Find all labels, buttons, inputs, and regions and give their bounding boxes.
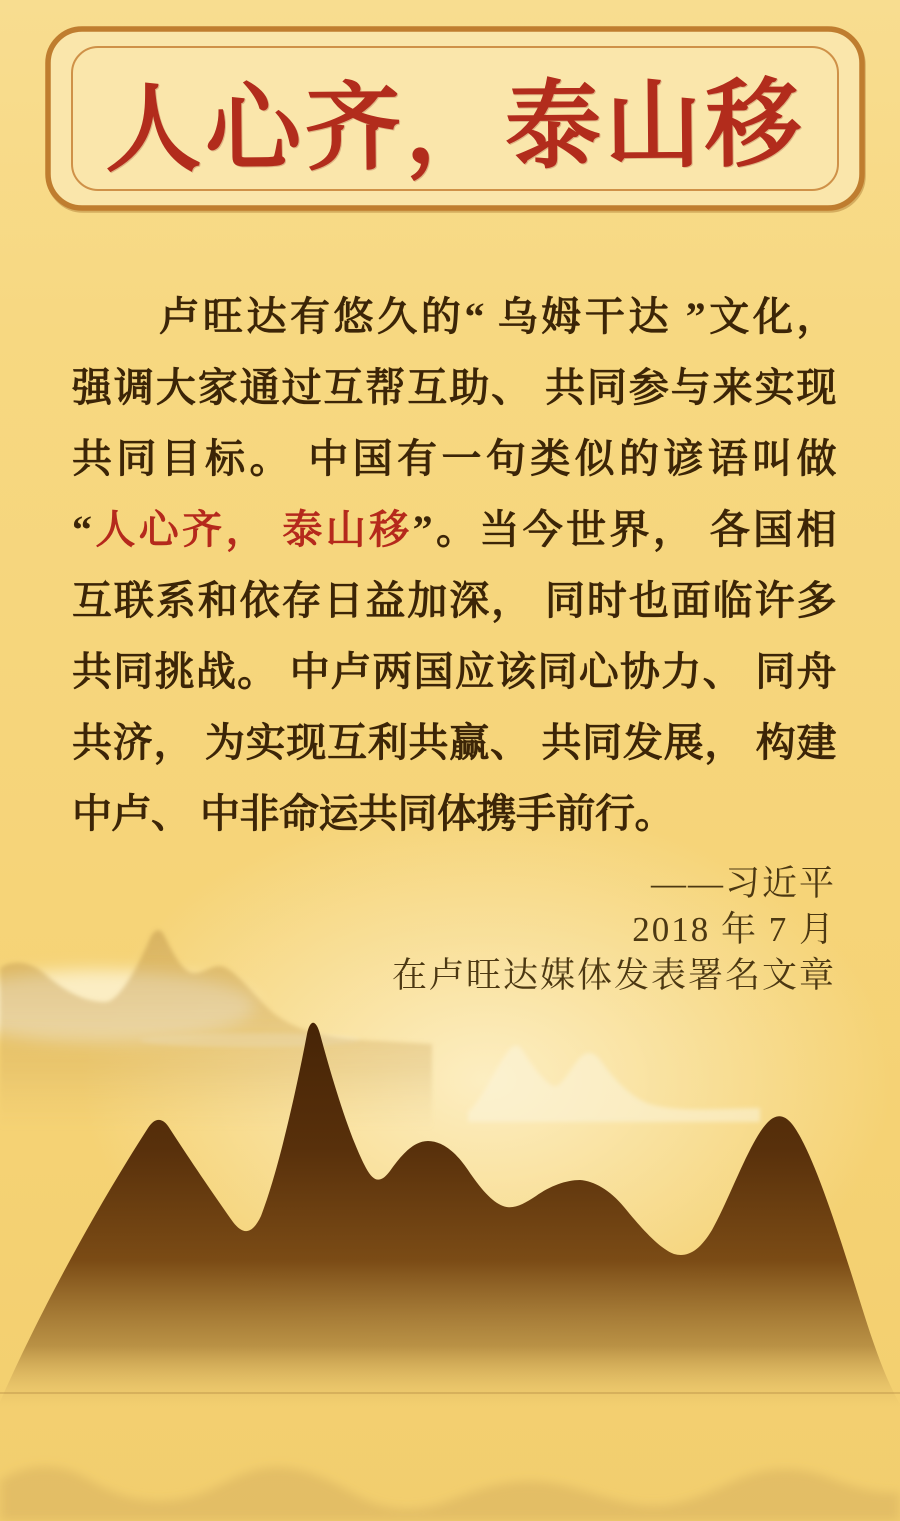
- quote-line-6: 共同挑战。 中卢两国应该同心协力、 同舟: [72, 649, 836, 694]
- open-quote-mark: “: [72, 507, 92, 552]
- attribution-date: 2018 年 7 月: [632, 910, 836, 949]
- quote-line-4: [72, 494, 836, 565]
- distant-hills-center: [468, 1045, 760, 1122]
- quote-line-3: 共同目标。 中国有一句类似的谚语叫做: [72, 436, 836, 481]
- quote-line-2: 强调大家通过互帮互助、 共同参与来实现: [72, 365, 836, 410]
- waterline: [0, 1392, 900, 1394]
- quote-line-4-rest: ”。当今世界， 各国相: [412, 507, 837, 552]
- quote-line-1: 卢旺达有悠久的“ 乌姆干达 ”文化，: [72, 294, 836, 339]
- quote-highlight-proverb: 人心齐， 泰山移: [91, 507, 413, 552]
- attribution-source: 在卢旺达媒体发表署名文章: [391, 956, 836, 995]
- quote-line-5: 互联系和依存日益加深， 同时也面临许多: [72, 578, 836, 623]
- poster-title: 人心齐，泰山移: [104, 70, 806, 184]
- attribution-block: [72, 861, 836, 999]
- attribution-author: ——习近平: [650, 864, 836, 903]
- quote-line-8: 中卢、 中非命运共同体携手前行。: [72, 791, 674, 836]
- quote-paragraph: [72, 281, 836, 849]
- quote-line-7: 共济， 为实现互利共赢、 共同发展， 构建: [72, 720, 836, 765]
